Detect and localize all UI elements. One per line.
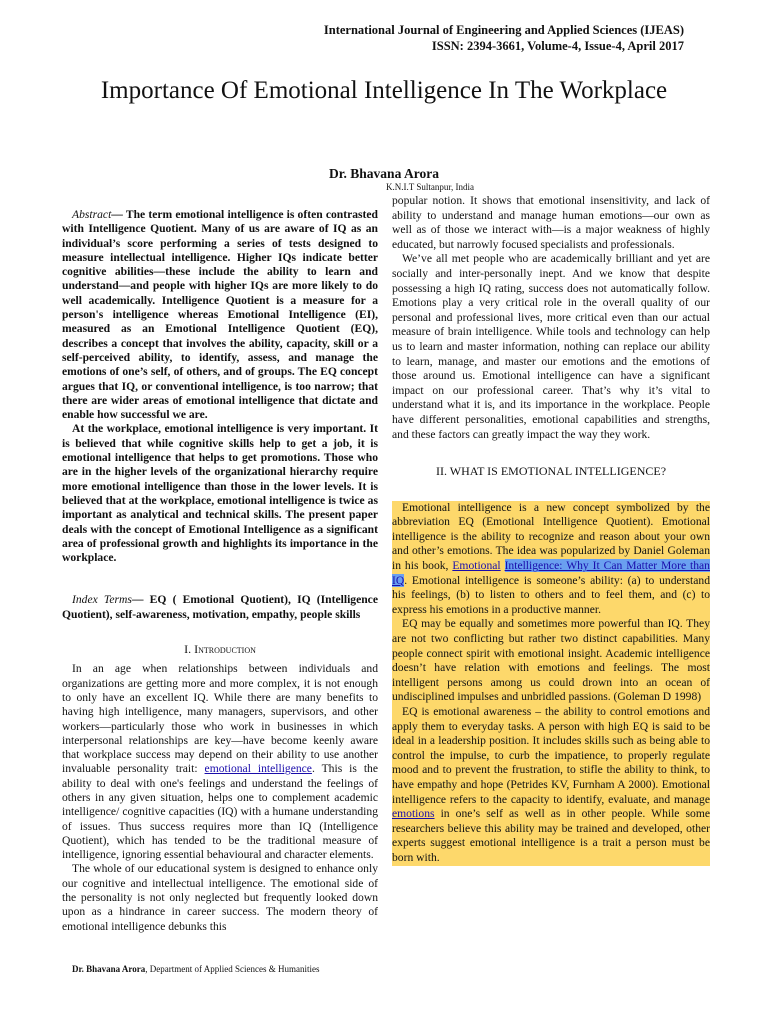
journal-header bbox=[324, 22, 684, 54]
section-heading-what-is-ei: II. WHAT IS EMOTIONAL INTELLIGENCE? bbox=[435, 464, 667, 479]
abstract-label: Abstract bbox=[72, 208, 112, 221]
journal-issn: ISSN: 2394-3661, Volume-4, Issue-4, April 2017 bbox=[431, 39, 684, 53]
paper-title: Importance Of Emotional Intelligence In The Workplace bbox=[100, 77, 668, 104]
left-column bbox=[62, 208, 378, 934]
section-heading-introduction: I. Introduction bbox=[184, 642, 256, 657]
intro-paragraph-3: popular notion. It shows that emotional insensitivity, and lack of ability to understand and manage human emotions—our own as well as of those we interact with—is a major weakness of highly educated, but narrowly focused specialists and professionals. bbox=[392, 194, 710, 251]
intro-paragraph-4: We’ve all met people who are academically brilliant and yet are socially and inter-personally inept. And we know that despite possessing a high IQ rating, success does not automatically follow. Emotions play a very critical role in the overall quality of our personal and professional lives, more critical even than our actual measure of brain intelligence. While tools and technology can help us to learn and master information, nothing can replace our ability to learn, manage, and master our emotions and the emotions of those around us. Emotional intelligence can have a significant impact on our professional career. That’s why it’s vital to understand what it is, and its importance in the workplace. People have different personalities, emotional capabilities and strengths, and these factors can greatly impact the way they work. bbox=[392, 252, 710, 441]
abstract-text-1: The term emotional intelligence is often contrasted with Intelligence Quotient. Many of us are aware of IQ as an individual’s score performing a series of tests designed to measure intellectual intelligence. Higher IQs indicate better cognitive abilities—these include the ability to learn and understand—and people with higher IQs are more likely to do well academically. Intelligence Quotient is a measure for a person's intelligence whereas Emotional Intelligence (EI), measured as an Emotional Intelligence Quotient (EQ), describes a concept that involves the ability, capacity, skill or a self-perceived ability, to identify, assess, and manage the emotions of one’s self, of others, and of groups. The EQ concept argues that IQ, or conventional intelligence, is too narrow; that there are wider areas of emotional intelligence that dictate and enable how successful we are. bbox=[62, 208, 378, 422]
emotions-link[interactable]: emotions bbox=[392, 807, 435, 821]
highlighted-passage bbox=[392, 501, 710, 866]
right-column bbox=[392, 194, 710, 866]
footer-note bbox=[72, 964, 319, 974]
ei-paragraph-1: Emotional intelligence is a new concept symbolized by the abbreviation EQ (Emotional Intelligence Quotient). Emotional intelligence is the ability to recognize and reason about your own and other’s emotions. The idea was popularized by Daniel Goleman in his book, Emotional Intelligence: Why It Can Matter More than IQ. Emotional intelligence is someone’s ability: (a) to understand his feelings, (b) to listen to others and to feel them, and (c) to express his emotions in a productive manner. bbox=[392, 500, 710, 616]
index-terms: Index Terms— EQ ( Emotional Quotient), IQ (Intelligence Quotient), self-awareness, motivation, empathy, people skills bbox=[62, 593, 378, 621]
journal-name: International Journal of Engineering and Applied Sciences (IJEAS) bbox=[323, 23, 684, 37]
abstract-paragraph-1: Abstract— The term emotional intelligence is often contrasted with Intelligence Quotient. Many of us are aware of IQ as an individual’s score performing a series of tests designed to measure intellectual intelligence. Higher IQs indicate better cognitive abilities—these include the ability to learn and understand—and people with higher IQs are more likely to do well academically. Intelligence Quotient is a measure for a person's intelligence whereas Emotional Intelligence (EI), measured as an Emotional Intelligence Quotient (EQ), describes a concept that involves the ability, capacity, skill or a self-perceived ability, to identify, assess, and manage the emotions of one’s self, of others, and of groups. The EQ concept argues that IQ, or conventional intelligence, is too narrow; that there are wider areas of emotional intelligence that dictate and enable how successful we are. bbox=[62, 208, 378, 422]
footer-dept: , Department of Applied Sciences & Humanities bbox=[145, 964, 320, 974]
intro-paragraph-2: The whole of our educational system is designed to enhance only our cognitive and intellectual intelligence. The emotional side of the personality is not only neglected but frequently looked down upon as a hindrance in career success. The modern theory of emotional intelligence debunks this bbox=[62, 862, 378, 933]
ei-paragraph-2: EQ may be equally and sometimes more powerful than IQ. They are not two conflicting but rather two distinct capabilities. Many people connect spirit with emotional insight. Academic intelligence doesn’t have relation with emotions and feelings. The most intelligent persons among us could drown into an ocean of undisciplined impulses and unbridled passions. (Goleman D 1998) bbox=[392, 617, 710, 704]
intro-paragraph-1: In an age when relationships between individuals and organizations are getting more and more complex, it is not enough to only have an excellent IQ. While there are many benefits to having high intelligence, many managers, supervisors, and other workers—particularly those who work in businesses in which interpersonal relationships are key—have become keenly aware that workplace success may depend on their ability to use another invaluable personality trait: emotional intelligence. This is the ability to deal with one's feelings and understand the feelings of others in any given situation, helps one to complement academic intelligence/ cognitive capacities (IQ) with a humane understanding of issues. Thus success requires more than IQ (Intelligence Quotient), which has tended to be the traditional measure of intelligence, ignoring essential behavioural and character elements. bbox=[62, 662, 378, 862]
goleman-book-link-start[interactable]: Emotional bbox=[452, 559, 501, 573]
author-name: Dr. Bhavana Arora bbox=[329, 166, 439, 181]
abstract-paragraph-2: At the workplace, emotional intelligence is very important. It is believed that while cognitive skills help to get a job, it is emotional intelligence that helps to get promotions. Those who are in the higher levels of the organizational hierarchy require more emotional intelligence than those in the lower levels. It is believed that at the workplace, emotional intelligence is twice as important as analytical and technical skills. The present paper deals with the concept of Emotional Intelligence as a significant area of professional growth and highlights its importance in the workplace. bbox=[62, 422, 378, 565]
goleman-book-link[interactable]: Intelligence: Why It Can Matter More than IQ bbox=[392, 559, 710, 587]
index-terms-text: EQ ( Emotional Quotient), IQ (Intelligence Quotient), self-awareness, motivation, empathy, people skills bbox=[62, 593, 378, 621]
footer-author: Dr. Bhavana Arora bbox=[72, 964, 146, 974]
index-terms-label: Index Terms bbox=[72, 593, 132, 607]
emotional-intelligence-link[interactable]: emotional intelligence bbox=[204, 762, 312, 776]
author-affiliation: K.N.I.T Sultanpur, India bbox=[386, 182, 474, 192]
ei-paragraph-3: EQ is emotional awareness – the ability to control emotions and apply them to everyday tasks. A person with high EQ is said to be ideal in a leadership position. It includes skills such as being able to control the impulse, to curb the impatience, to properly regulate mood and to prevent the frustration, to stifle the ability to think, to have empathy and hope (Petrides KV, Furnham A 2000). Emotional intelligence refers to the capacity to identify, evaluate, and manage emotions in one’s self as well as in other people. While some researchers believe this ability may be trained and developed, other experts suggest emotional intelligence is a trait a person must be born with. bbox=[392, 705, 710, 864]
